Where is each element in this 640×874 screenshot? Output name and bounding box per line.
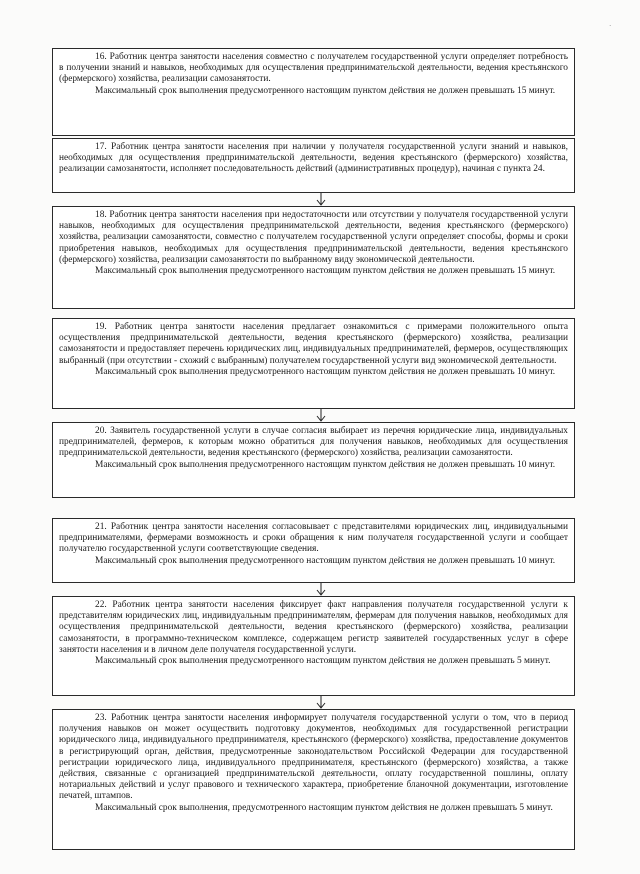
step-23-time-limit: Максимальный срок выполнения, предусмотренного настоящим пунктом действия не должен превышать 5 минут.: [95, 802, 553, 813]
step-18-time-limit: Максимальный срок выполнения предусмотренного настоящим пунктом действия не должен превышать 15 минут.: [95, 266, 556, 277]
step-16-time-limit: Максимальный срок выполнения предусмотренного настоящим пунктом действия не должен превышать 15 минут.: [95, 85, 556, 96]
arrow-19-20: [315, 409, 327, 422]
scan-mark: ·: [609, 22, 612, 30]
step-23-box: [52, 709, 575, 850]
step-22-box: [52, 596, 575, 696]
step-16-box: [52, 48, 575, 136]
step-17-description: 17. Работник центра занятости населения при наличии у получателя государственной услуги знаний и навыков, необходимых для осуществления предпринимательской деятельности, ведения крестьянского (фермерского) хозяйства, реализации самозанятости, исполняет последовательность действий (административных процедур), начиная с пункта 24.: [59, 142, 568, 175]
step-21-time-limit: Максимальный срок выполнения предусмотренного настоящим пунктом действия не должен превышать 10 минут.: [95, 555, 556, 566]
arrow-17-18: [315, 193, 327, 206]
step-16-description: 16. Работник центра занятости населения совместно с получателем государственной услуги определяет потребность в получении знаний и навыков, необходимых для осуществления предпринимательской деятельности, ведения крестьянского (фермерского) хозяйства, реализации самозанятости.: [59, 52, 568, 85]
step-22-description: 22. Работник центра занятости населения фиксирует факт направления получателя государственной услуги к представителям юридических лиц, индивидуальным предпринимателям, фермерам для получения навыков, необходимых для осуществления предпринимательской деятельности, ведения крестьянского (фермерского) хозяйства, реализации самозанятости, в программно-техническом комплексе, содержащем регистр заявителей государственных услуг в сфере занятости населения и в личном деле получателя государственной услуги.: [59, 600, 568, 655]
step-18-description: 18. Работник центра занятости населения при недостаточности или отсутствии у получателя государственной услуги навыков, необходимых для осуществления предпринимательской деятельности, ведения крестьянского (фермерского) хозяйства, реализации самозанятости, совместно с получателем государственной услуги определяет способы, формы и сроки приобретения навыков, необходимых для осуществления предпринимательской деятельности, ведения крестьянского (фермерского) хозяйства, реализации самозанятости по выбранному виду экономической деятельности.: [59, 210, 568, 265]
step-19-box: [52, 318, 575, 409]
step-20-box: [52, 422, 575, 498]
arrow-22-23: [315, 696, 327, 709]
step-17-box: [52, 138, 575, 193]
step-21-description: 21. Работник центра занятости населения согласовывает с представителями юридических лиц, индивидуальными предпринимателями, фермерами возможность и сроки обращения к ним получателя государственной услуги и сообщает получателю государственной услуги соответствующие сведения.: [59, 522, 568, 555]
step-20-time-limit: Максимальный срок выполнения предусмотренного настоящим пунктом действия не должен превышать 10 минут.: [95, 459, 556, 470]
step-22-time-limit: Максимальный срок выполнения предусмотренного настоящим пунктом действия не должен превышать 5 минут.: [95, 656, 551, 667]
step-18-box: [52, 206, 575, 309]
step-19-time-limit: Максимальный срок выполнения предусмотренного настоящим пунктом действия не должен превышать 10 минут.: [95, 366, 556, 377]
arrow-21-22: [315, 583, 327, 596]
step-23-description: 23. Работник центра занятости населения информирует получателя государственной услуги о том, что в период получения навыков он может осуществить подготовку документов, необходимых для государственной регистрации юридического лица, индивидуального предпринимателя, крестьянского (фермерского) хозяйства, предоставление документов в регистрирующий орган, действия, предусмотренные законодательством Российской Федерации для государственной регистрации юридического лица, индивидуального предпринимателя, крестьянского (фермерского) хозяйства, а также действия, связанные с организацией предпринимательской деятельности, оплату государственной пошлины, оплату нотариальных действий и услуг правового и технического характера, приобретение бланочной документации, изготовление печатей, штампов.: [59, 713, 568, 802]
step-20-description: 20. Заявитель государственной услуги в случае согласия выбирает из перечня юридические лица, индивидуальных предпринимателей, фермеров, к которым можно обратиться для получения навыков, необходимых для осуществления предпринимательской деятельности, ведения крестьянского (фермерского) хозяйства, реализации самозанятости.: [59, 426, 568, 459]
step-21-box: [52, 518, 575, 583]
step-19-description: 19. Работник центра занятости населения предлагает ознакомиться с примерами положительного опыта осуществления предпринимательской деятельности, ведения крестьянского (фермерского) хозяйства, реализации самозанятости и предоставляет перечень юридических лиц, индивидуальных предпринимателей, фермеров, осуществляющих выбранный (при отсутствии - схожий с выбранным) получателем государственной услуги вид экономической деятельности.: [59, 322, 568, 366]
